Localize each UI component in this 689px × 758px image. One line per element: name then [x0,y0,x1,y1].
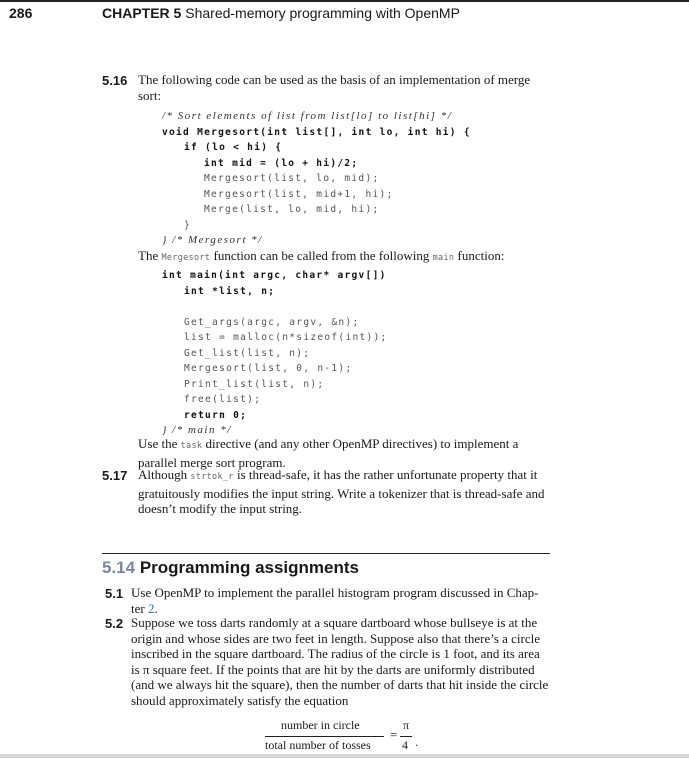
main-intro [138,248,550,267]
code-line: return 0; [184,409,248,421]
text-line: doesn’t modify the input string. [138,501,303,516]
intro-line: The following code can be used as the basis of an implementation of merge [138,72,531,87]
fraction-bar [265,736,384,737]
exercise-5-16-intro [138,72,550,103]
code-line: Print_list(list, n); [184,378,325,390]
text-run: The [138,248,159,263]
equation-punctuation: . [415,735,418,749]
pi-symbol: π [403,718,410,732]
four-digit: 4 [402,738,408,752]
code-line: list = malloc(n*sizeof(int)); [184,332,388,343]
equals-sign: = [390,727,398,742]
text-run: ter [131,600,145,616]
chapter-link[interactable]: 2 [147,600,155,616]
text-line: Use OpenMP to implement the parallel histogram program discussed in Chap- [131,585,539,600]
assignment-number-5-1: 5.1 [105,586,124,601]
text-line: origin and whose sides are two feet in length. Suppose also that there’s a circle [131,630,541,646]
text-line: (and we always hit the square), then the number of darts that hit inside the circle [131,677,549,692]
assignment-5-1-text [131,585,550,616]
main-code-block [162,268,388,439]
exercise-number-5-17: 5.17 [102,468,128,483]
text-line: Suppose we toss darts randomly at a square dartboard whose bullseye is at the [131,615,538,630]
code-line: } /* main */ [162,424,232,436]
chapter-title: Shared-memory programming with OpenMP [185,5,460,21]
code-line: free(list); [184,394,262,405]
text-run: Use the [138,436,178,451]
code-line: void Mergesort(int list[], int lo, int hi) { [162,126,471,138]
intro-line: sort: [138,87,162,103]
inline-code: task [180,441,203,451]
text-line: parallel merge sort program. [138,454,286,470]
header-rule [0,0,689,2]
code-line: /* Sort elements of list from list[lo] to list[hi] */ [162,110,453,122]
text-run: directive (and any other OpenMP directives) to implement a [205,436,519,451]
code-line: Mergesort(list, lo, mid); [204,173,380,184]
code-line: int mid = (lo + hi)/2; [204,157,359,169]
assignment-number-5-2: 5.2 [105,616,124,631]
fraction-bar [400,736,412,737]
code-line: Merge(list, lo, mid, hi); [204,204,380,215]
code-line: int *list, n; [184,285,276,297]
inline-code: main [432,253,455,263]
exercise-5-16-outro [138,436,550,470]
code-line: Get_list(list, n); [184,347,311,359]
running-header [102,5,460,21]
section-title: Programming assignments [139,558,359,577]
text-line: should approximately satisfy the equation [131,692,349,708]
inline-code: strtok_r [190,472,234,482]
code-line: Mergesort(list, 0, n-1); [184,363,353,374]
code-line: Get_args(argc, argv, &n); [184,316,360,328]
mergesort-code-block [162,109,471,249]
text-run: function can be called from the following [213,248,430,263]
page-bottom-edge [0,754,689,758]
code-line: } /* Mergesort */ [162,234,263,246]
assignment-5-2-text [131,615,550,708]
text-line: inscribed in the square dartboard. The radius of the circle is 1 foot, and its area [131,646,540,661]
chapter-label: CHAPTER 5 [102,5,182,21]
text-run: function: [457,248,505,263]
section-number: 5.14 [102,558,136,577]
text-run: is thread-safe, it has the rather unfortunate property that it [236,467,538,482]
text-run: Although [138,467,188,482]
equation-denominator: total number of tosses [265,738,371,752]
code-line: } [184,219,192,231]
inline-code: Mergesort [161,253,211,263]
code-line: if (lo < hi) { [184,142,283,153]
code-line: Mergesort(list, mid+1, hi); [204,188,394,200]
exercise-number-5-16: 5.16 [102,73,128,88]
text-line: gratuitously modifies the input string. Write a tokenizer that is thread-safe and [138,485,545,501]
page-number: 286 [9,5,33,21]
equation-numerator: number in circle [281,718,360,732]
section-rule [102,553,550,554]
text-line: is π square feet. If the points that are hit by the darts are uniformly distributed [131,661,535,677]
section-heading [102,558,359,578]
code-line: int main(int argc, char* argv[]) [162,270,387,281]
exercise-5-17-text [138,467,550,517]
text-run: . [154,600,158,616]
